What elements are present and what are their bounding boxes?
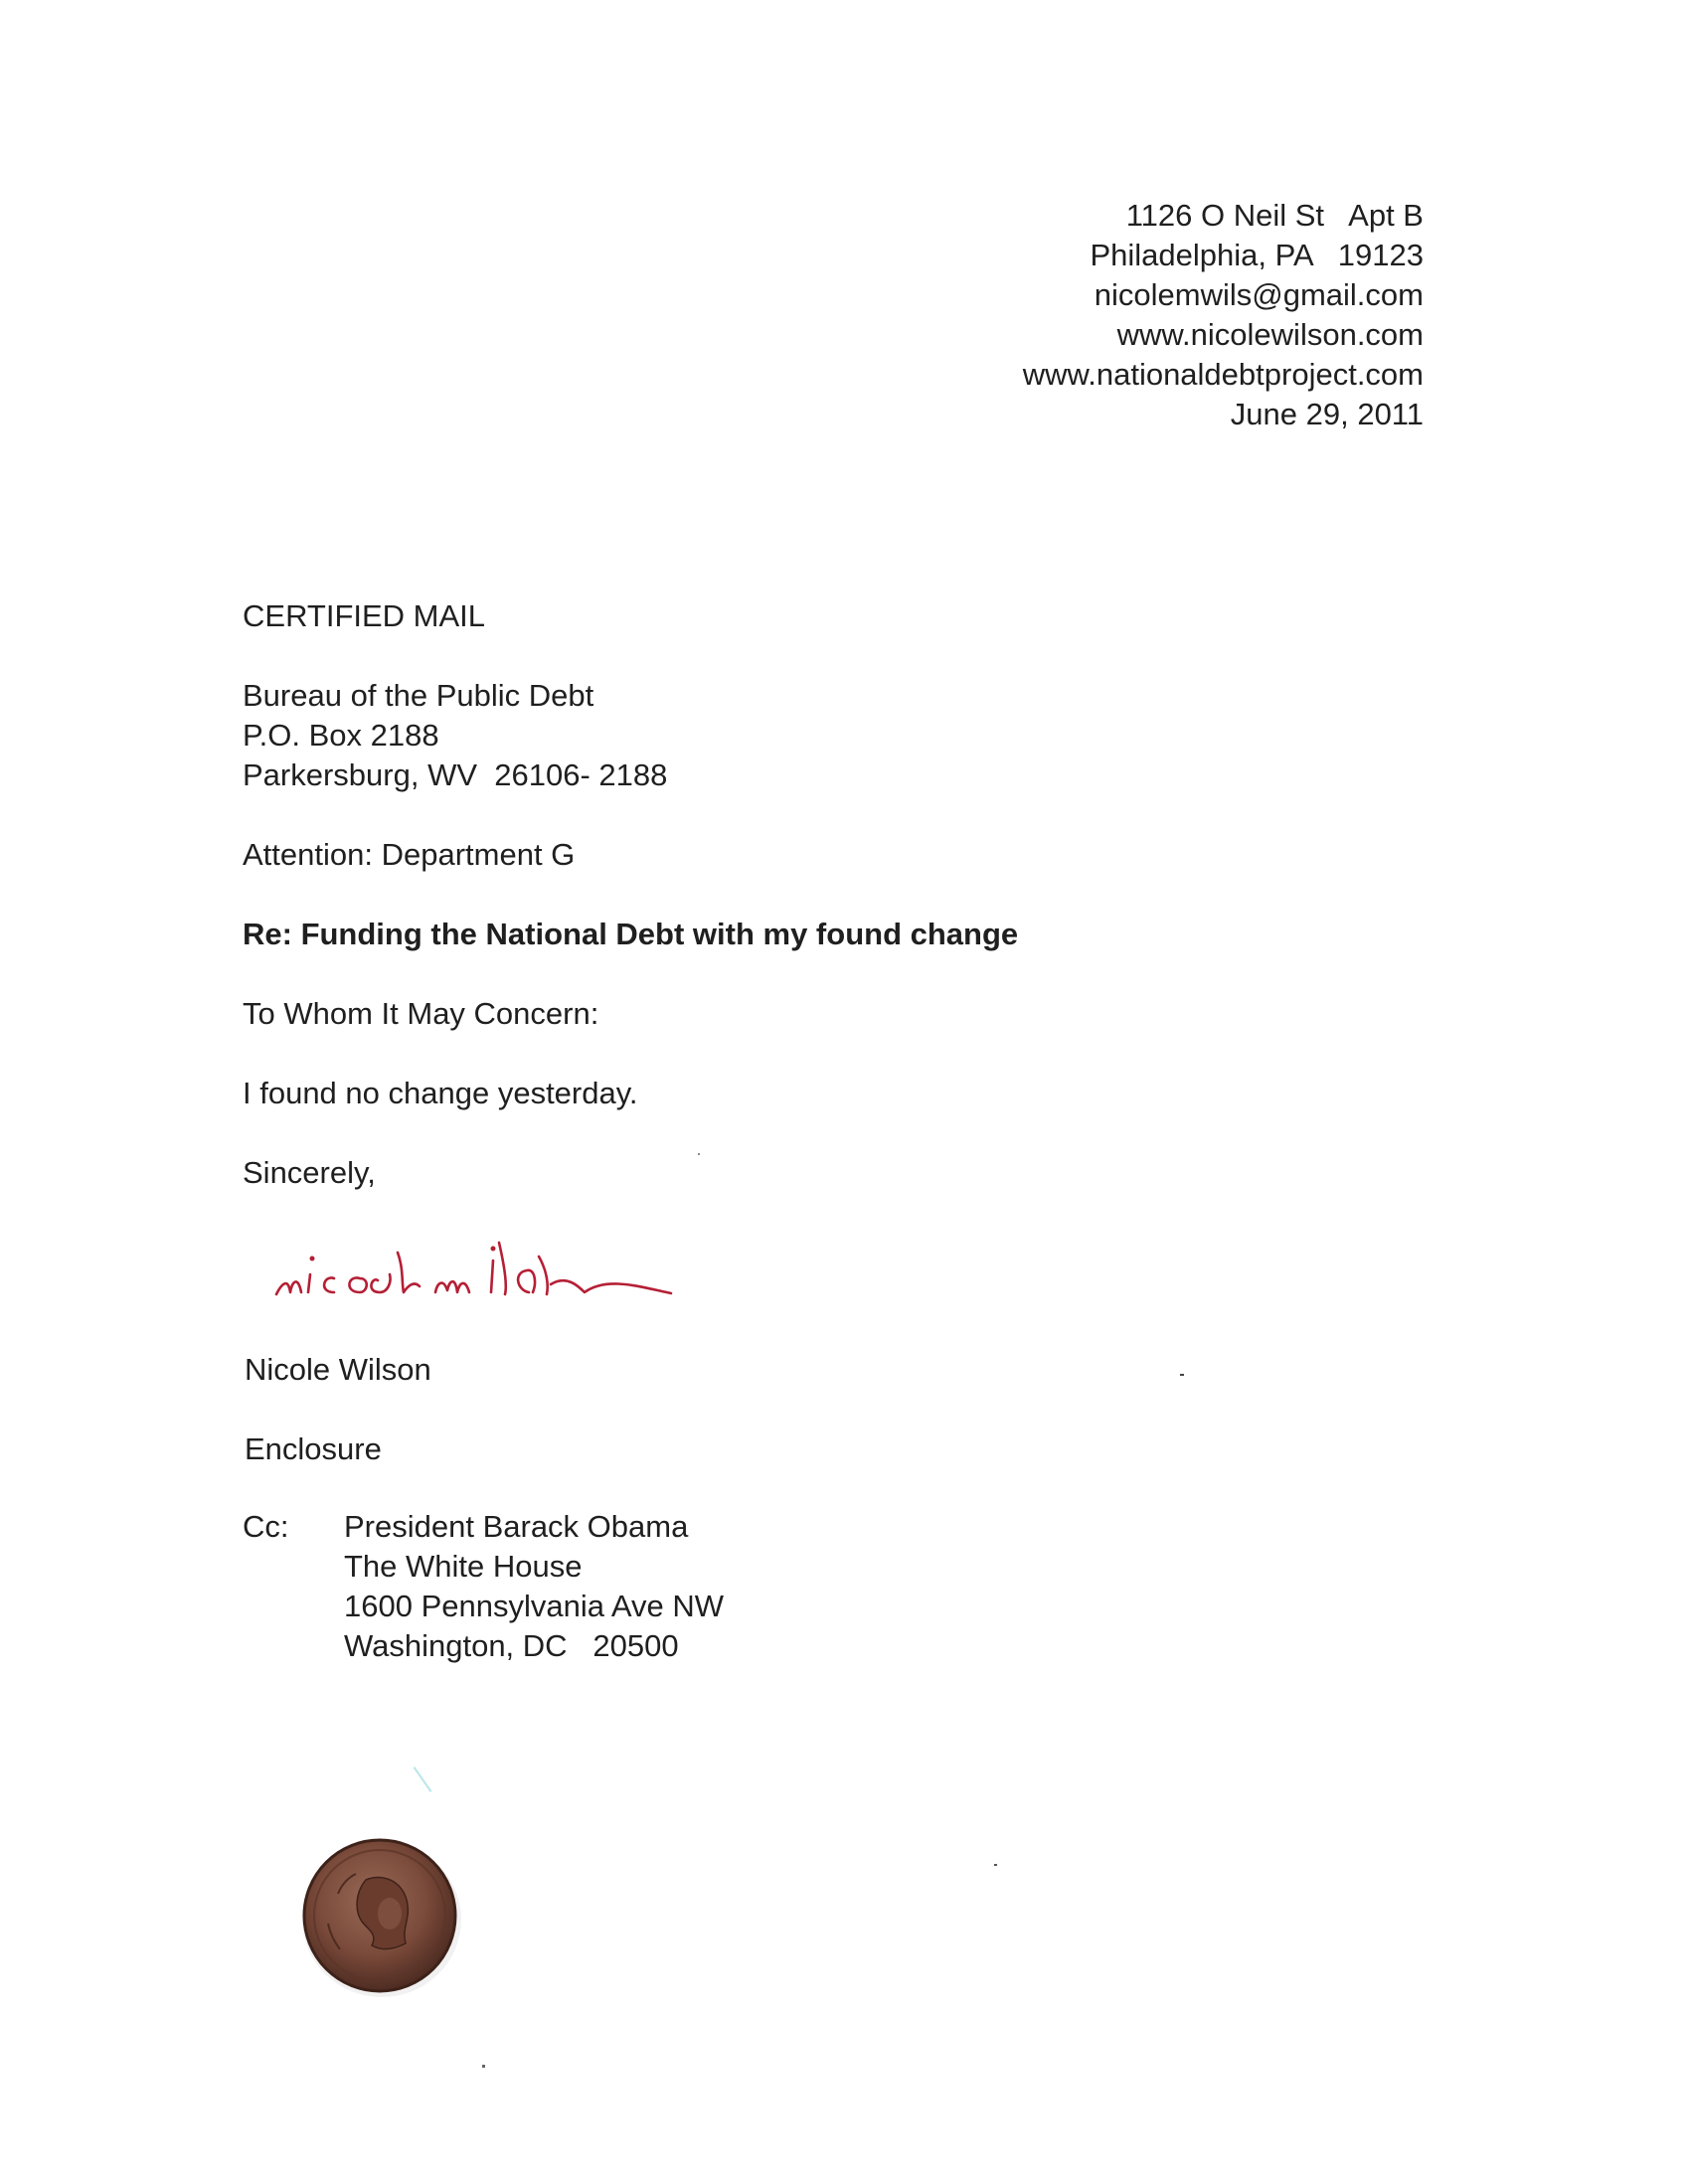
- scan-speck: [414, 1766, 432, 1792]
- subject-line: Re: Funding the National Debt with my found change: [243, 917, 1019, 951]
- attention-line: Attention: Department G: [243, 837, 576, 872]
- scan-speck: [994, 1864, 997, 1866]
- closing: Sincerely,: [243, 1155, 376, 1190]
- scan-speck: [698, 1153, 700, 1155]
- recipient-po-box: P.O. Box 2188: [243, 718, 439, 753]
- cc-address-block: [344, 1507, 724, 1666]
- delivery-note: CERTIFIED MAIL: [243, 598, 486, 633]
- scan-speck: [1180, 1374, 1184, 1376]
- cc-org: The White House: [344, 1549, 583, 1584]
- signature-dot: [310, 1257, 315, 1261]
- salutation: To Whom It May Concern:: [243, 996, 599, 1031]
- sender-website-project: www.nationaldebtproject.com: [1022, 357, 1424, 392]
- letter-body: I found no change yesterday.: [243, 1076, 638, 1110]
- sender-city-line: Philadelphia, PA 19123: [1090, 238, 1424, 272]
- enclosure-note: Enclosure: [245, 1431, 382, 1466]
- sender-street: 1126 O Neil St Apt B: [1125, 198, 1424, 233]
- signer-name: Nicole Wilson: [245, 1352, 431, 1387]
- signature-stroke: [276, 1243, 671, 1294]
- recipient-name: Bureau of the Public Debt: [243, 678, 594, 713]
- signature-dot-2: [491, 1247, 496, 1252]
- penny-icon: [298, 1834, 462, 1998]
- sender-website-personal: www.nicolewilson.com: [1116, 317, 1424, 352]
- recipient-address-block: [243, 676, 667, 795]
- handwritten-signature: [268, 1213, 706, 1322]
- cc-name: President Barack Obama: [344, 1509, 689, 1544]
- scan-speck: [482, 2065, 485, 2068]
- recipient-city-line: Parkersburg, WV 26106- 2188: [243, 757, 668, 792]
- cc-street: 1600 Pennsylvania Ave NW: [344, 1589, 724, 1623]
- cc-label: Cc:: [243, 1509, 289, 1544]
- sender-address-block: [1023, 196, 1424, 434]
- letter-date: June 29, 2011: [1230, 397, 1424, 431]
- cc-city-line: Washington, DC 20500: [344, 1628, 679, 1663]
- sender-email: nicolemwils@gmail.com: [1094, 277, 1424, 312]
